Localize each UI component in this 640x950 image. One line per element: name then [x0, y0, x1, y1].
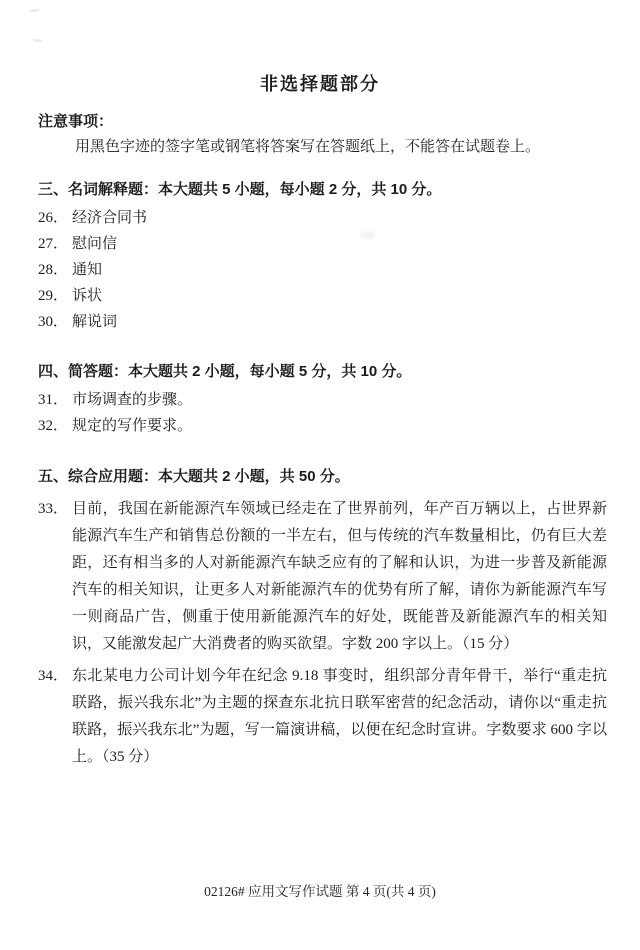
question-list: [38, 391, 607, 436]
section-heading: 三、名词解释题：本大题共 5 小题，每小题 2 分，共 10 分。: [38, 181, 442, 198]
notice-text: 用黑色字迹的签字笔或钢笔将答案写在答题纸上，不能答在试题卷上。: [75, 139, 541, 155]
question-text: 规定的写作要求。: [72, 418, 193, 434]
question-text: 目前，我国在新能源汽车领域已经走在了世界前列，年产百万辆以上，占世界新能源汽车生产和销售总份额的一半左右，但与传统的汽车数量相比，仍有巨大差距，还有相当多的人对新能源汽车缺乏应有的了解和认识，为进一步普及新能源汽车的相关知识，让更多人对新能源汽车的优势有所了解，请你为新能源汽车写一则商品广告，侧重于使用新能源汽车的好处，既能普及新能源汽车的相关知识，又能激发起广大消费者的购买欲望。字数 200 字以上。（15 分）: [72, 501, 607, 652]
question-text: 经济合同书: [72, 210, 148, 226]
page-footer: 02126# 应用文写作试题 第 4 页(共 4 页): [204, 884, 436, 899]
question-number: 27．: [38, 236, 69, 252]
section-heading: 五、综合应用题：本大题共 2 小题，共 50 分。: [38, 468, 350, 485]
question-text: 解说词: [72, 314, 118, 330]
question-item: [38, 287, 607, 306]
question-list: [38, 496, 607, 771]
question-number: 34．: [38, 668, 69, 684]
section-term-definitions: [38, 180, 607, 332]
section-heading: 四、简答题：本大题共 2 小题，每小题 5 分，共 10 分。: [38, 363, 412, 380]
question-item: [38, 496, 607, 658]
question-text: 通知: [72, 262, 103, 278]
question-text: 慰问信: [72, 236, 118, 252]
question-number: 30．: [38, 314, 69, 330]
question-item: [38, 417, 607, 436]
question-text: 诉状: [72, 288, 103, 304]
question-number: 29．: [38, 288, 69, 304]
question-item: [38, 209, 607, 228]
question-text: 东北某电力公司计划今年在纪念 9.18 事变时，组织部分青年骨干，举行“重走抗联路，振兴我东北”为主题的探查东北抗日联军密营的纪念活动，请你以“重走抗联路，振兴我东北”为题，写一篇演讲稿，以便在纪念时宣讲。字数要求 600 字以上。（35 分）: [72, 668, 607, 765]
question-item: [38, 313, 607, 332]
question-number: 32．: [38, 418, 69, 434]
section-short-answer: [38, 362, 607, 436]
question-item: [38, 663, 607, 771]
question-number: 31．: [38, 392, 69, 408]
section-comprehensive-application: [38, 467, 607, 771]
question-item: [38, 235, 607, 254]
page-title: 非选择题部分: [260, 74, 380, 94]
scan-artifact: [360, 231, 375, 239]
question-number: 26．: [38, 210, 69, 226]
question-item: [38, 261, 607, 280]
notice-label: 注意事项：: [38, 113, 114, 130]
question-list: [38, 209, 607, 332]
page-content: [0, 112, 640, 771]
question-text: 市场调查的步骤。: [72, 392, 193, 408]
question-item: [38, 391, 607, 410]
question-number: 28．: [38, 262, 69, 278]
question-number: 33．: [38, 501, 69, 517]
